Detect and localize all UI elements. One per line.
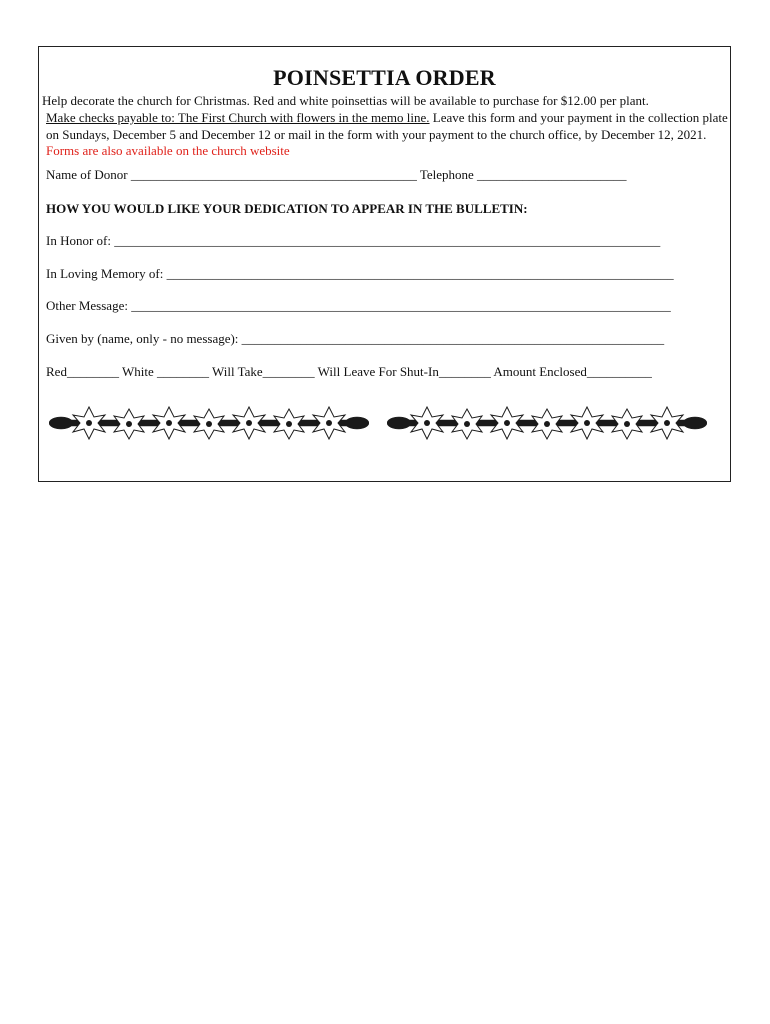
intro-text: Help decorate the church for Christmas. Red and white poinsettias will be available to purchase for $12.00 per plant. [42,93,649,108]
website-note: Forms are also available on the church website [46,143,290,158]
dedication-heading: HOW YOU WOULD LIKE YOUR DEDICATION TO APPEAR IN THE BULLETIN: [46,201,528,216]
checks-payable-text: Make checks payable to: The First Church with flowers in the memo line. [46,110,430,125]
order-quantities-line[interactable]: Red________ White ________ Will Take________ Will Leave For Shut-In________ Amount Enclosed__________ [46,364,652,379]
given-by-line[interactable]: Given by (name, only - no message): _________________________________________________________________ [46,331,665,346]
poinsettia-garland-icon [387,401,707,445]
loving-memory-line[interactable]: In Loving Memory of: ______________________________________________________________________________ [46,266,674,281]
instructions-text: Leave this form and your payment in the collection plate on Sundays, December 5 and December 12 or mail in the form with your payment to the church office, by December 12, 2021. [46,110,728,142]
form-title: POINSETTIA ORDER [273,65,496,90]
poinsettia-garland-icon [49,401,369,445]
poinsettia-order-form [38,46,731,482]
instructions-paragraph [46,110,730,160]
other-message-line[interactable]: Other Message: ___________________________________________________________________________________ [46,298,671,313]
in-honor-of-line[interactable]: In Honor of: ____________________________________________________________________________________ [46,233,661,248]
donor-line[interactable]: Name of Donor ____________________________________________ Telephone _______________________ [46,167,627,182]
